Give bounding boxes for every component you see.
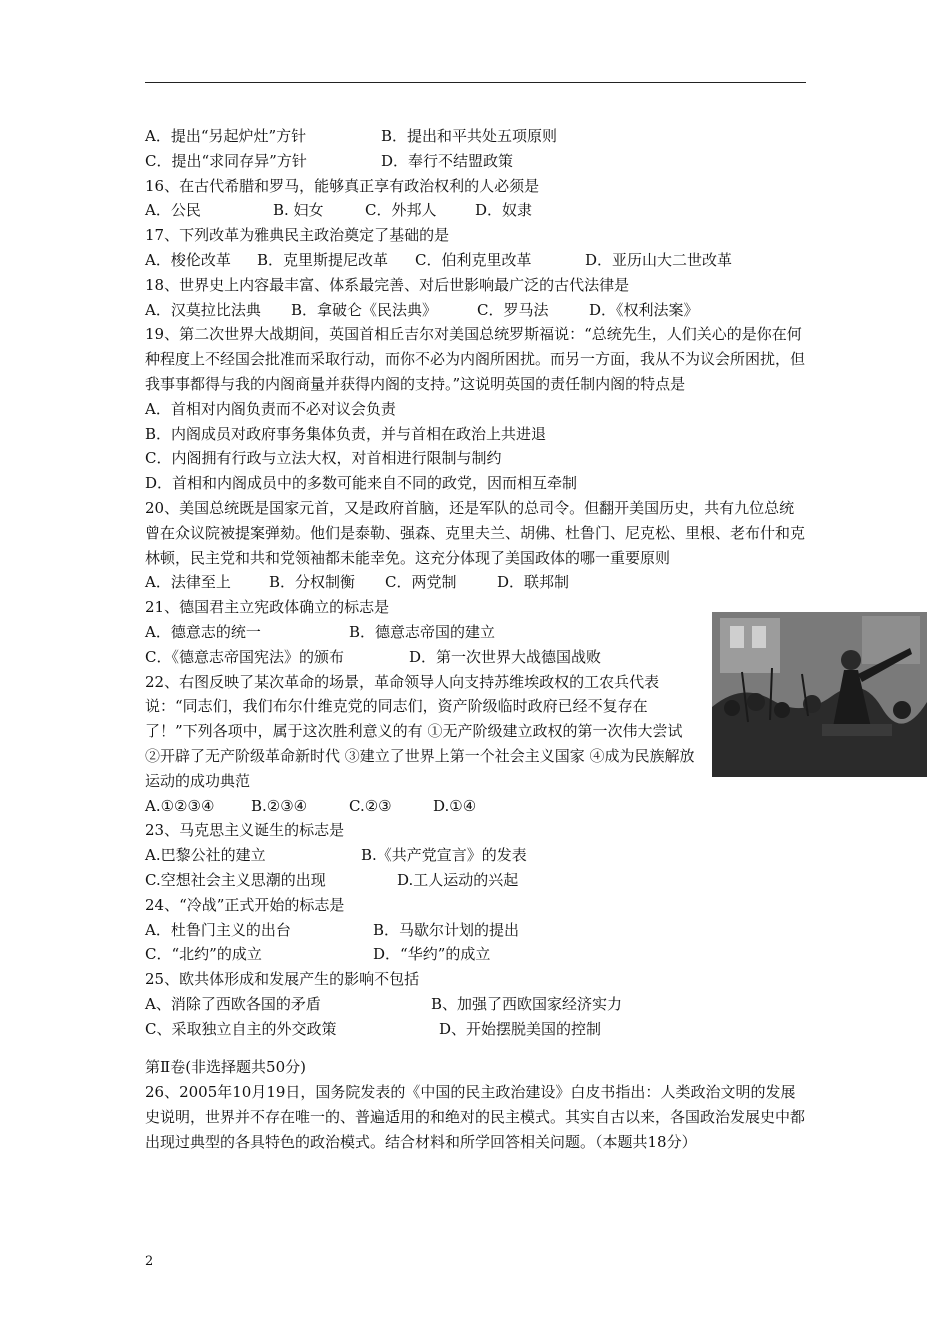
q17-option-b: B．克里斯提尼改革 <box>257 250 389 269</box>
q19-option-b: B．内阁成员对政府事务集体负责，并与首相在政治上共进退 <box>145 424 547 443</box>
q24-options-row1 <box>145 918 806 943</box>
q21-option-c: C．《德意志帝国宪法》的颁布 <box>145 647 344 666</box>
q17-option-d: D．亚历山大二世改革 <box>585 250 733 269</box>
q22-option-c: C.②③ <box>349 796 392 815</box>
q23-option-c: C.空想社会主义思潮的出现 <box>145 870 326 889</box>
q15-options-row2 <box>145 149 806 174</box>
q25-option-c: C、采取独立自主的外交政策 <box>145 1019 337 1038</box>
q16-option-d: D．奴隶 <box>475 201 533 220</box>
q22-stem: 22、右图反映了某次革命的场景，革命领导人向支持苏维埃政权的工农兵代表说：“同志们，我们布尔什维克党的同志们，资产阶级临时政府已经不复存在了！”下列各项中，属于这次胜利意义的有 ①无产阶级建立政权的第一次伟大尝试 ②开辟了无产阶级革命新时代 ③建立了世界上第一个社会主义国家 ④成为民族解放运动的成功典范 <box>145 672 695 790</box>
q23-stem: 23、马克思主义诞生的标志是 <box>145 821 345 840</box>
q21-stem: 21、德国君主立宪政体确立的标志是 <box>145 598 390 617</box>
q18-option-a: A．汉莫拉比法典 <box>145 300 261 319</box>
q25-options-row1 <box>145 992 806 1017</box>
q25-stem: 25、欧共体形成和发展产生的影响不包括 <box>145 970 420 989</box>
q20-option-b: B．分权制衡 <box>269 573 356 592</box>
q17-stem: 17、下列改革为雅典民主政治奠定了基础的是 <box>145 226 450 245</box>
q19-option-a: A．首相对内阁负责而不必对议会负责 <box>145 399 396 418</box>
q15-option-a: A．提出“另起炉灶”方针 <box>145 127 307 145</box>
q16-stem: 16、在古代希腊和罗马，能够真正享有政治权利的人必须是 <box>145 176 540 195</box>
header-rule <box>145 82 806 83</box>
q21-option-d: D．第一次世界大战德国战败 <box>409 647 602 666</box>
q20-options <box>145 570 806 595</box>
q15-options-row1 <box>145 124 806 149</box>
q21-options-row2 <box>145 645 806 670</box>
q25-options-row2 <box>145 1017 806 1042</box>
q23-option-b: B.《共产党宣言》的发表 <box>361 846 527 865</box>
revolution-photo <box>712 612 927 777</box>
q23-option-a: A.巴黎公社的建立 <box>145 846 266 865</box>
q20-option-d: D．联邦制 <box>497 573 570 592</box>
q20-option-c: C．两党制 <box>385 573 457 592</box>
q16-option-a: A．公民 <box>145 201 201 220</box>
q23-options-row2 <box>145 868 806 893</box>
q21-option-b: B．德意志帝国的建立 <box>349 622 496 641</box>
q22-option-a: A.①②③④ <box>145 796 215 815</box>
q19-option-c: C．内阁拥有行政与立法大权，对首相进行限制与制约 <box>145 449 502 468</box>
revolution-photo-illustration <box>712 612 927 777</box>
q21-options-row1 <box>145 620 806 645</box>
q15-option-d: D．奉行不结盟政策 <box>381 151 514 170</box>
q23-option-d: D.工人运动的兴起 <box>397 870 519 889</box>
q24-options-row2 <box>145 942 806 967</box>
exam-content <box>145 124 806 1155</box>
q23-options-row1 <box>145 843 806 868</box>
q17-option-c: C．伯利克里改革 <box>415 250 532 269</box>
q17-options <box>145 248 806 273</box>
q19-stem: 19、第二次世界大战期间，英国首相丘吉尔对美国总统罗斯福说：“总统先生，人们关心的是你在何种程度上不经国会批准而采取行动，而你不必为内阁所困扰。而另一方面，我从不为议会所困扰，但我事事都得与我的内阁商量并获得内阁的支持。”这说明英国的责任制内阁的特点是 <box>145 325 806 393</box>
q25-option-b: B、加强了西欧国家经济实力 <box>431 994 623 1013</box>
section-2-heading: 第Ⅱ卷(非选择题共50分) <box>145 1058 306 1077</box>
q22-options <box>145 794 806 819</box>
q18-options <box>145 298 806 323</box>
q16-option-b: B. 妇女 <box>273 201 324 220</box>
q25-option-a: A、消除了西欧各国的矛盾 <box>145 994 321 1013</box>
q24-option-b: B．马歇尔计划的提出 <box>373 920 520 939</box>
q18-option-d: D．《权利法案》 <box>589 300 699 319</box>
q22-option-d: D.①④ <box>433 796 477 815</box>
q24-stem: 24、“冷战”正式开始的标志是 <box>145 895 345 914</box>
q18-stem: 18、世界史上内容最丰富、体系最完善、对后世影响最广泛的古代法律是 <box>145 275 630 294</box>
q16-options <box>145 198 806 223</box>
q26-stem: 26、2005年10月19日，国务院发表的《中国的民主政治建设》白皮书指出：人类政治文明的发展史说明，世界并不存在唯一的、普遍适用的和绝对的民主模式。其实自古以来，各国政治发展史中都出现过典型的各具特色的政治模式。结合材料和所学回答相关问题。（本题共18分） <box>145 1083 806 1151</box>
q19-option-d: D．首相和内阁成员中的多数可能来自不同的政党，因而相互牵制 <box>145 474 578 493</box>
q18-option-c: C．罗马法 <box>477 300 549 319</box>
q24-option-c: C．“北约”的成立 <box>145 945 262 964</box>
q20-option-a: A．法律至上 <box>145 573 231 592</box>
q21-option-a: A．德意志的统一 <box>145 622 261 641</box>
q15-option-b: B．提出和平共处五项原则 <box>381 127 558 145</box>
q15-option-c: C．提出“求同存异”方针 <box>145 151 307 170</box>
q17-option-a: A．梭伦改革 <box>145 250 231 269</box>
q24-option-d: D．“华约”的成立 <box>373 945 491 964</box>
q18-option-b: B．拿破仑《民法典》 <box>291 300 438 319</box>
q20-stem: 20、美国总统既是国家元首，又是政府首脑，还是军队的总司令。但翻开美国历史，共有九位总统曾在众议院被提案弹劾。他们是泰勒、强森、克里夫兰、胡佛、杜鲁门、尼克松、里根、老布什和克林顿，民主党和共和党领袖都未能幸免。这充分体现了美国政体的哪一重要原则 <box>145 498 806 567</box>
q24-option-a: A．杜鲁门主义的出台 <box>145 920 291 939</box>
q22-option-b: B.②③④ <box>251 796 308 815</box>
q16-option-c: C．外邦人 <box>365 201 437 220</box>
q25-option-d: D、开始摆脱美国的控制 <box>439 1019 602 1038</box>
page-number: 2 <box>145 1254 154 1269</box>
